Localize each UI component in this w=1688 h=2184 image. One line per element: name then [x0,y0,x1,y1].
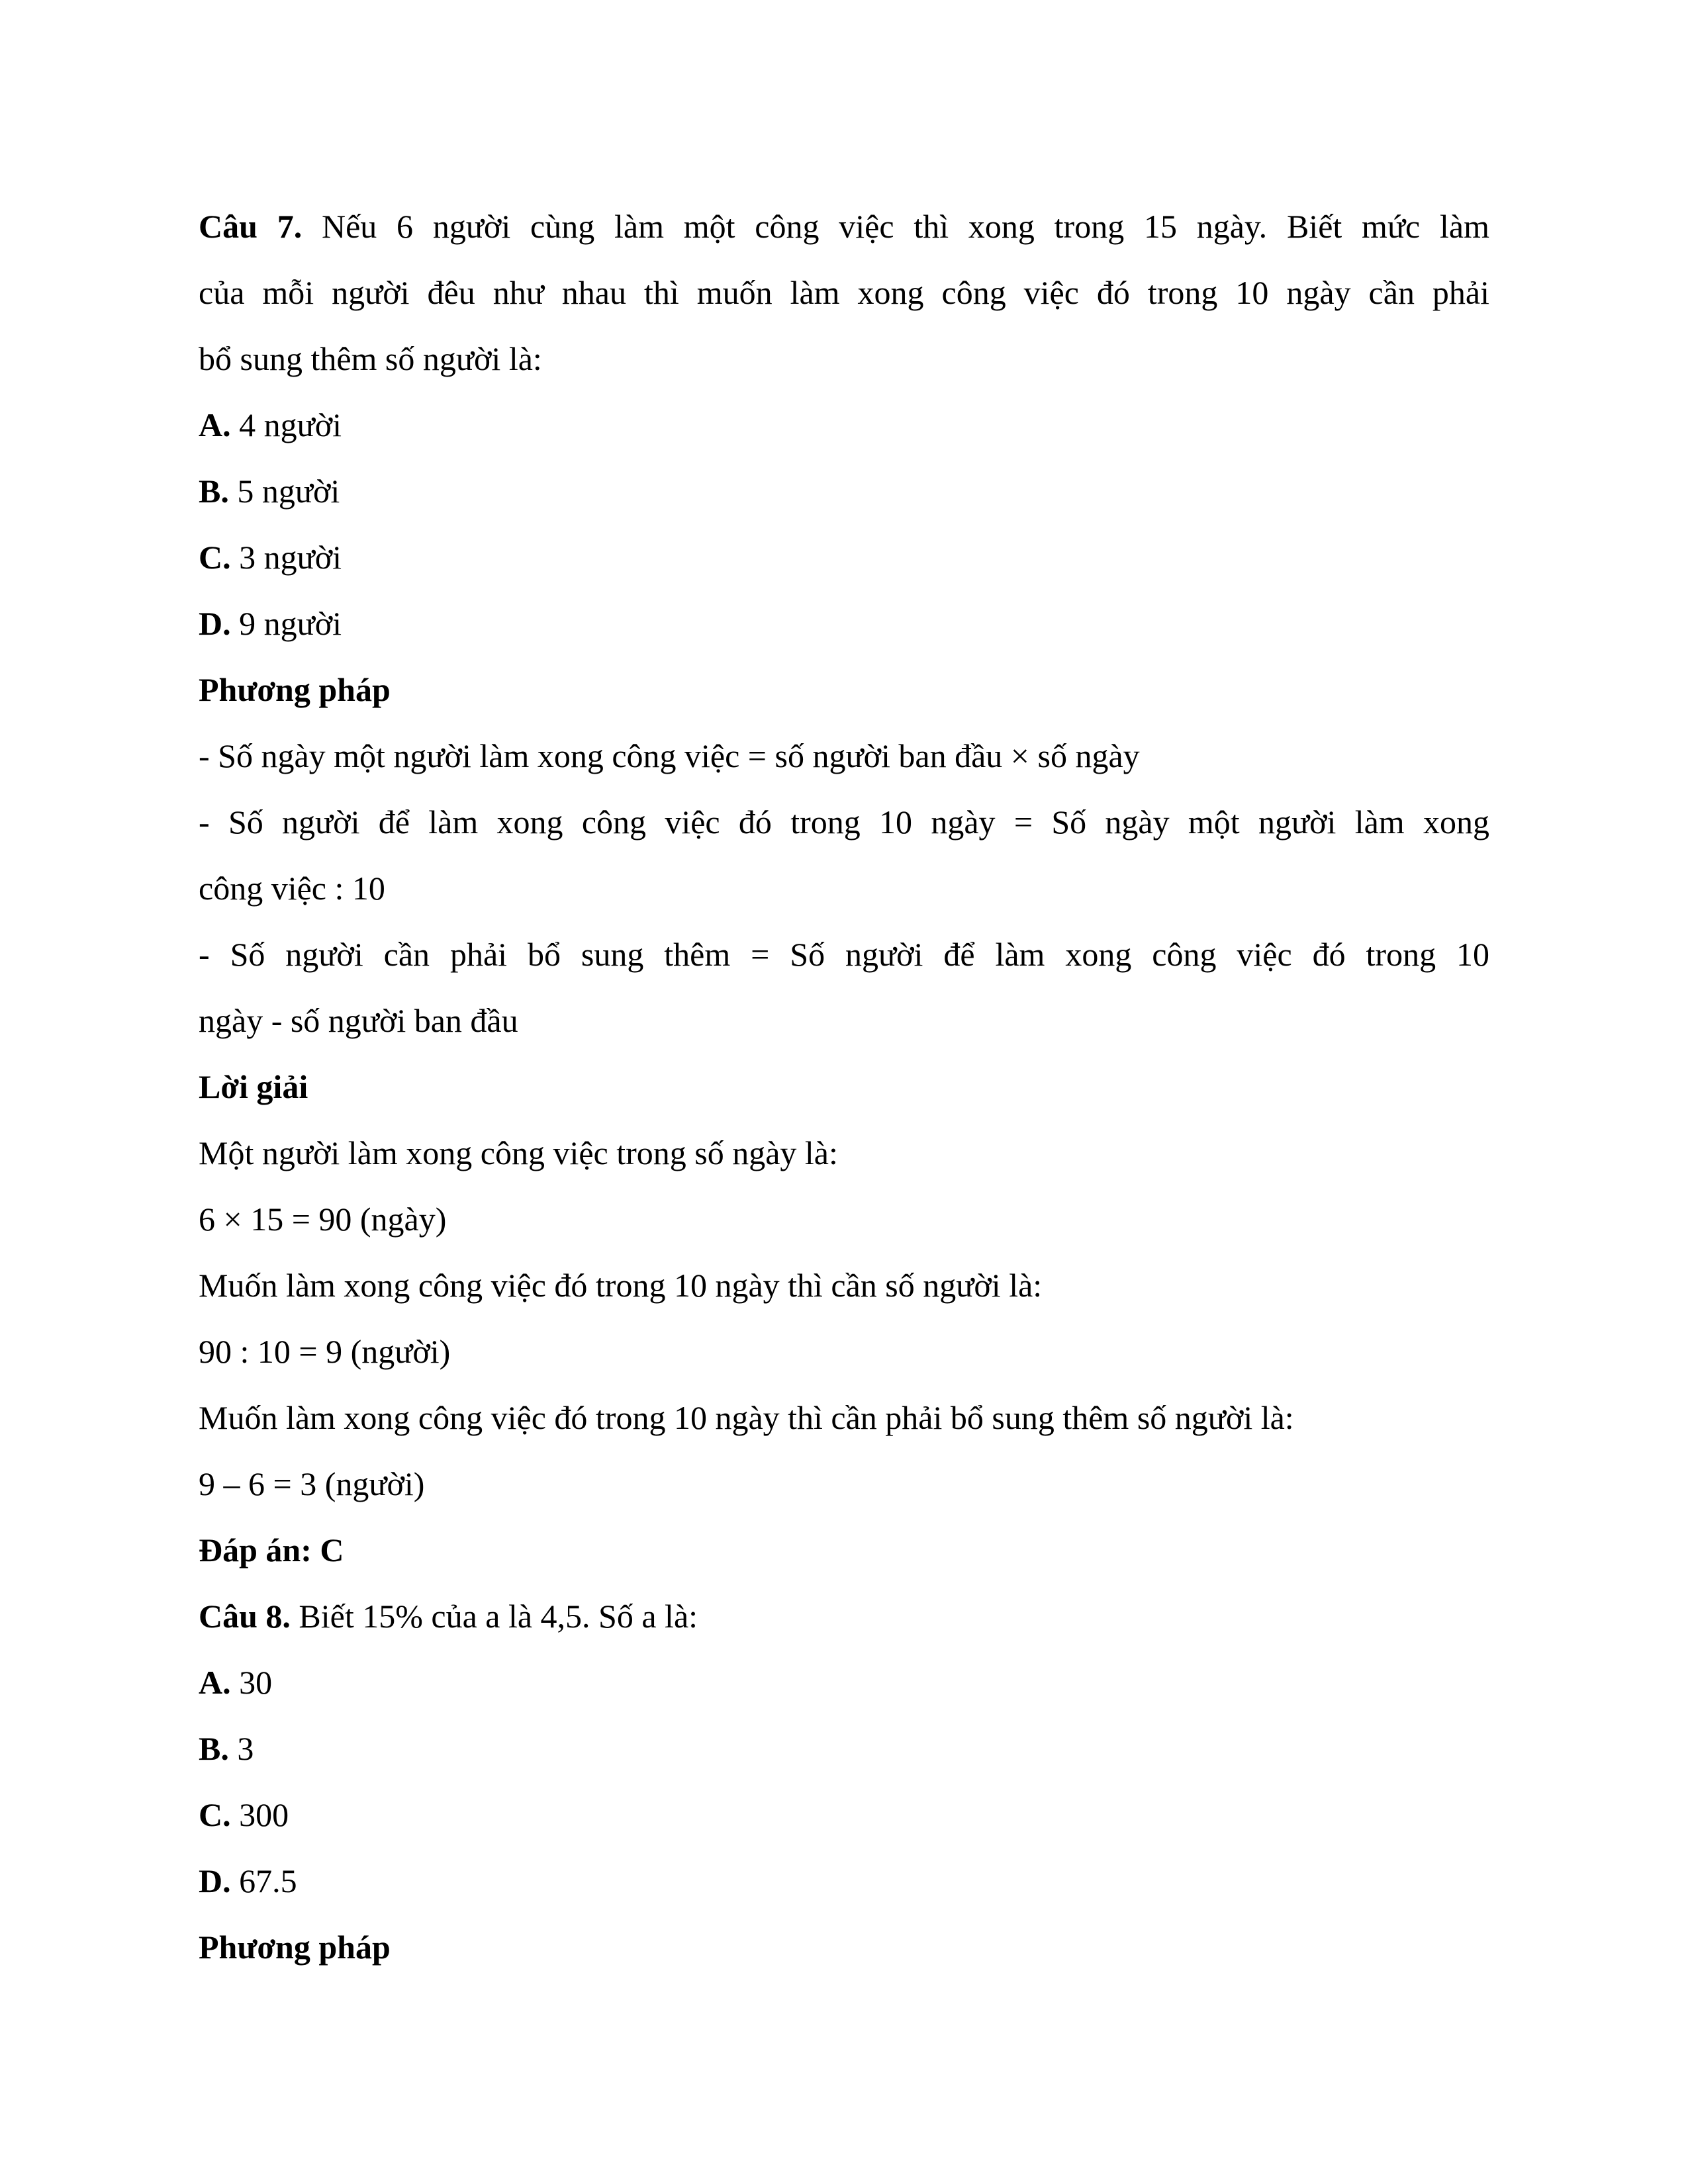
solution-line: Muốn làm xong công việc đó trong 10 ngày thì cần số người là: [199,1267,1043,1304]
method-line: ngày - số người ban đầu [199,1002,518,1039]
question-8-option-a: A. 30 [199,1664,273,1701]
question-7-method-heading: Phương pháp [199,671,391,708]
solution-line: 6 × 15 = 90 (ngày) [199,1201,447,1238]
document-page [199,193,1489,1980]
question-7-label: Câu 7. [199,208,303,245]
question-7-line-3: bổ sung thêm số người là: [199,340,542,377]
solution-line: 9 – 6 = 3 (người) [199,1465,425,1502]
solution-line: Muốn làm xong công việc đó trong 10 ngày thì cần phải bổ sung thêm số người là: [199,1399,1294,1436]
question-7-text: Nếu 6 người cùng làm một công việc thì xong trong 15 ngày. Biết mức làm [302,208,1489,245]
solution-line: Một người làm xong công việc trong số ngày là: [199,1134,838,1171]
method-line: - Số người cần phải bổ sung thêm = Số người để làm xong công việc đó trong 10 [199,936,1489,973]
question-8-text: Biết 15% của a là 4,5. Số a là: [290,1598,698,1635]
question-7-line-1 [199,193,1489,259]
question-8-option-c: C. 300 [199,1796,289,1833]
question-7-solution-heading: Lời giải [199,1068,308,1105]
question-8-method-heading: Phương pháp [199,1929,391,1966]
solution-line: 90 : 10 = 9 (người) [199,1333,451,1370]
question-8-option-d: D. 67.5 [199,1862,297,1899]
method-line: - Số người để làm xong công việc đó trong 10 ngày = Số ngày một người làm xong [199,803,1489,841]
question-8-label: Câu 8. [199,1598,291,1635]
question-8-option-b: B. 3 [199,1730,254,1767]
question-7-option-b: B. 5 người [199,473,340,510]
method-line: - Số ngày một người làm xong công việc = số người ban đầu × số ngày [199,737,1140,774]
question-7-line-2: của mỗi người đêu như nhau thì muốn làm xong công việc đó trong 10 ngày cần phải [199,274,1489,311]
method-line: công việc : 10 [199,870,385,907]
question-7-option-c: C. 3 người [199,539,342,576]
question-7-option-d: D. 9 người [199,605,342,642]
question-7-option-a: A. 4 người [199,406,342,443]
question-8-line-1 [199,1583,1489,1649]
question-7-answer: Đáp án: C [199,1531,344,1569]
